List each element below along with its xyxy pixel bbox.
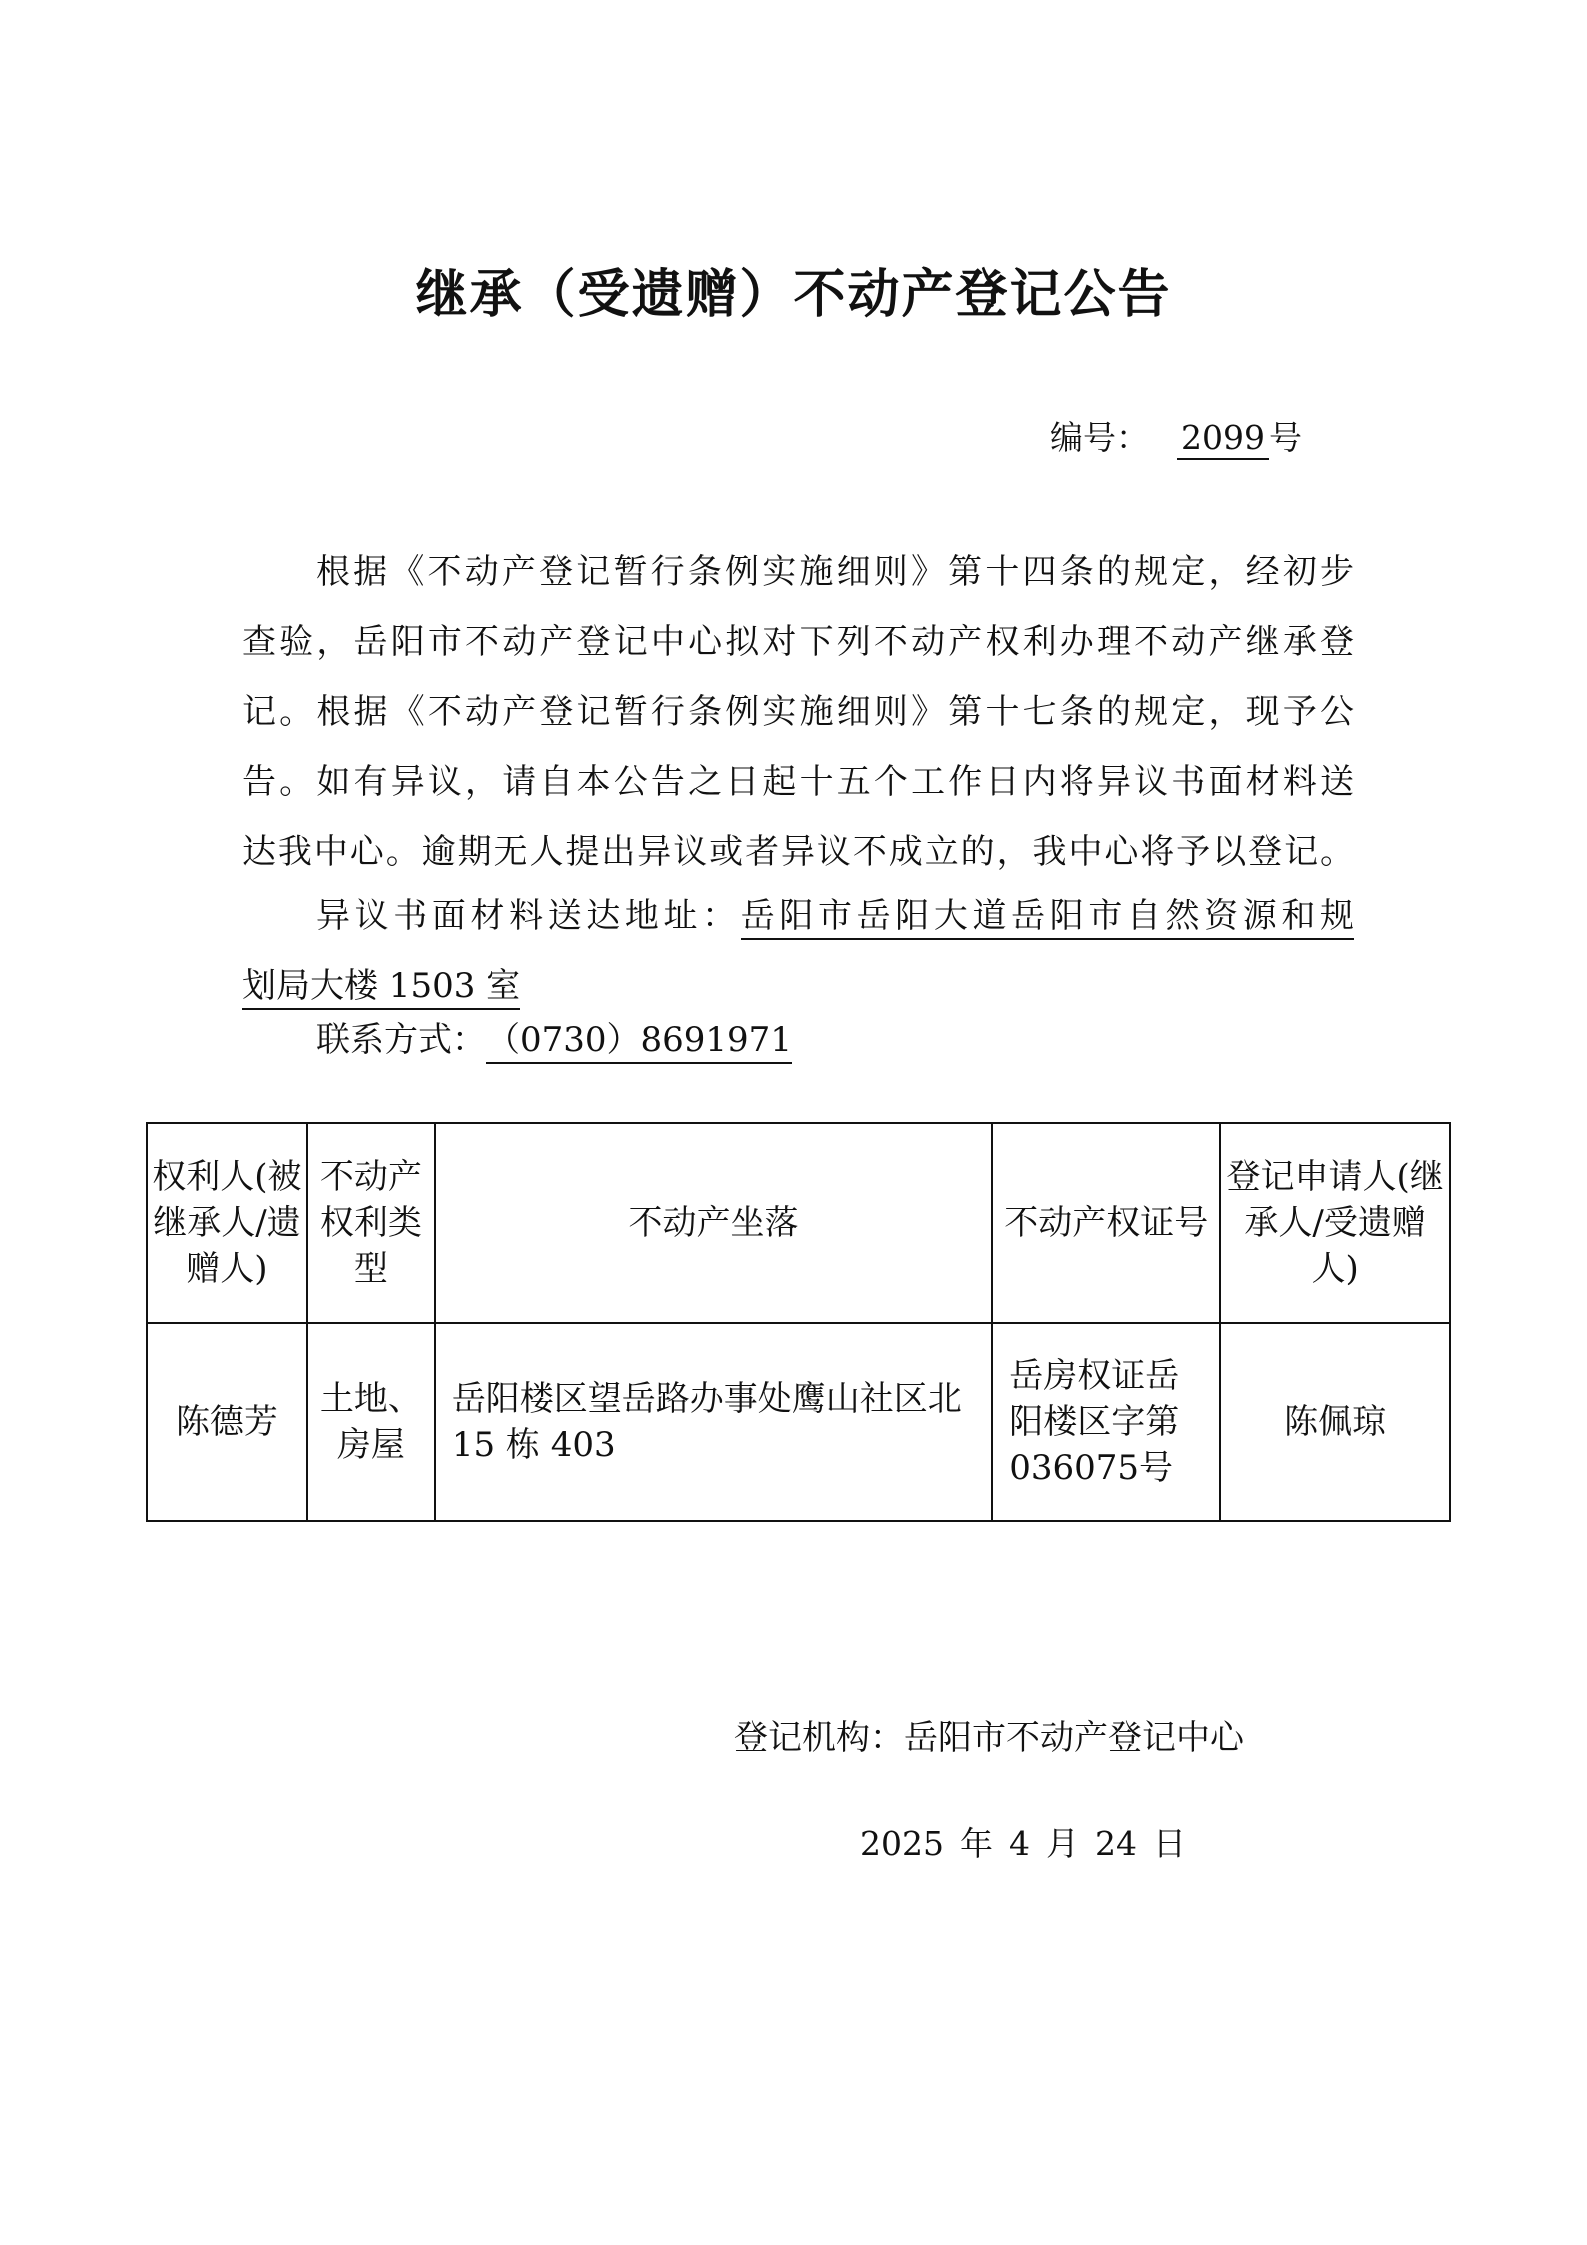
cell-certificate: 岳房权证岳阳楼区字第036075号 xyxy=(992,1323,1220,1521)
contact-phone: （0730）8691971 xyxy=(486,1020,792,1064)
serial-label: 编号： xyxy=(1050,418,1149,457)
cell-location: 岳阳楼区望岳路办事处鹰山社区北 15 栋 403 xyxy=(435,1323,992,1521)
date-month: 4 xyxy=(1008,1824,1030,1863)
date-month-unit: 月 xyxy=(1045,1824,1079,1863)
serial-number-line xyxy=(1050,412,1302,460)
header-certificate: 不动产权证号 xyxy=(992,1123,1220,1323)
serial-number: 2099 xyxy=(1177,418,1269,460)
paragraph-line: 达我中心。逾期无人提出异议或者异议不成立的，我中心将予以登记。 xyxy=(242,832,1354,872)
header-right-type: 不动产权利类型 xyxy=(307,1123,435,1323)
date-day-unit: 日 xyxy=(1152,1824,1186,1863)
cell-applicant: 陈佩琼 xyxy=(1220,1323,1450,1521)
header-location: 不动产坐落 xyxy=(435,1123,992,1323)
paragraph-line: 查验，岳阳市不动产登记中心拟对下列不动产权利办理不动产继承登 xyxy=(242,622,1354,662)
header-applicant: 登记申请人(继承人/受遗赠人) xyxy=(1220,1123,1450,1323)
paragraph-line: 记。根据《不动产登记暂行条例实施细则》第十七条的规定，现予公 xyxy=(242,692,1354,732)
header-holder: 权利人(被继承人/遗赠人) xyxy=(147,1123,307,1323)
table-header-row xyxy=(147,1123,1450,1323)
table-row xyxy=(147,1323,1450,1521)
property-table xyxy=(146,1122,1451,1522)
date-day: 24 xyxy=(1094,1824,1137,1863)
contact-label: 联系方式： xyxy=(316,1020,486,1060)
address-line-2 xyxy=(242,951,1354,1021)
paragraph-line: 根据《不动产登记暂行条例实施细则》第十四条的规定，经初步 xyxy=(316,552,1354,592)
notice-date xyxy=(860,1818,1202,1865)
date-year-unit: 年 xyxy=(959,1824,993,1863)
address-value-1: 岳阳市岳阳大道岳阳市自然资源和规 xyxy=(741,896,1354,940)
notice-paragraph xyxy=(242,537,1354,887)
address-label: 异议书面材料送达地址： xyxy=(316,896,741,936)
contact-line xyxy=(316,1020,792,1064)
registration-authority xyxy=(734,1710,1244,1759)
cell-right-type: 土地、房屋 xyxy=(307,1323,435,1521)
date-year: 2025 xyxy=(860,1824,944,1863)
authority-label: 登记机构： xyxy=(734,1718,904,1758)
document-title: 继承（受遗赠）不动产登记公告 xyxy=(415,265,1172,325)
authority-name: 岳阳市不动产登记中心 xyxy=(904,1718,1244,1758)
address-line-1 xyxy=(242,881,1354,951)
objection-address xyxy=(242,881,1354,1021)
paragraph-line: 告。如有异议，请自本公告之日起十五个工作日内将异议书面材料送 xyxy=(242,762,1354,802)
serial-suffix: 号 xyxy=(1268,418,1302,457)
cell-holder: 陈德芳 xyxy=(147,1323,307,1521)
address-value-2: 划局大楼 1503 室 xyxy=(242,966,520,1010)
